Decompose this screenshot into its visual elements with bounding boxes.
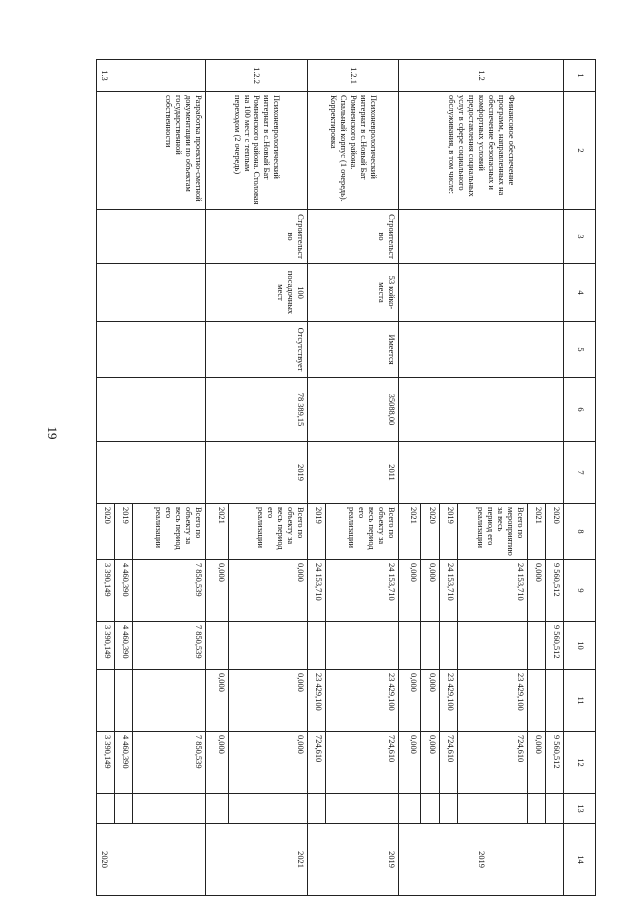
empty-cell bbox=[97, 264, 206, 322]
value-cell: 3 390,149 bbox=[97, 560, 115, 622]
value-cell: 724,610 bbox=[307, 732, 325, 794]
col-header-1: 1 bbox=[564, 60, 596, 92]
empty-cell bbox=[97, 670, 115, 732]
value-cell: 0,000 bbox=[421, 670, 439, 732]
value-cell: 0,000 bbox=[527, 560, 545, 622]
value-cell: 9 560,512 bbox=[546, 560, 564, 622]
empty-cell bbox=[205, 794, 228, 824]
period-cell: 2019 bbox=[439, 504, 457, 560]
period-cell: 2021 bbox=[205, 504, 228, 560]
value-cell: 7 850,539 bbox=[133, 622, 206, 670]
period-cell: Всего по объекту за весь период его реализации bbox=[228, 504, 307, 560]
empty-cell bbox=[546, 794, 564, 824]
value-cell: 23 429,100 bbox=[457, 670, 527, 732]
value-cell: 0,000 bbox=[205, 670, 228, 732]
year-cell: 2019 bbox=[307, 824, 398, 896]
table-row bbox=[133, 60, 206, 896]
value-cell: 0,000 bbox=[527, 732, 545, 794]
empty-cell bbox=[398, 210, 564, 264]
value-cell: 724,610 bbox=[439, 732, 457, 794]
empty-cell bbox=[228, 794, 307, 824]
docs-cell: Отсутствует bbox=[205, 322, 307, 378]
col-header-2: 2 bbox=[564, 92, 596, 210]
empty-cell bbox=[307, 622, 325, 670]
capacity-cell: 100 посадочных мест bbox=[205, 264, 307, 322]
value-cell: 23 429,100 bbox=[326, 670, 399, 732]
empty-cell bbox=[115, 794, 133, 824]
capacity-cell: 53 койко-места bbox=[307, 264, 398, 322]
row-name: Психоневрологический интернат в с.Новый Бат Ромненского района. Столовая на 100 мест с теплым переходом (2 очередь) bbox=[205, 92, 307, 210]
col-header-4: 4 bbox=[564, 264, 596, 322]
col-header-8: 8 bbox=[564, 504, 596, 560]
period-cell: Всего по мероприятию за весь период его реализации bbox=[457, 504, 527, 560]
work-type-cell: Строительство bbox=[307, 210, 398, 264]
period-cell: 2021 bbox=[527, 504, 545, 560]
value-cell: 24 153,710 bbox=[457, 560, 527, 622]
empty-cell bbox=[133, 670, 206, 732]
value-cell: 24 153,710 bbox=[307, 560, 325, 622]
docs-cell: Имеется bbox=[307, 322, 398, 378]
row-number: 1.2.2 bbox=[205, 60, 307, 92]
col-header-6: 6 bbox=[564, 378, 596, 442]
rotated-table-wrapper bbox=[96, 59, 596, 868]
value-cell: 4 460,390 bbox=[115, 732, 133, 794]
year-cell: 2021 bbox=[205, 824, 307, 896]
empty-cell bbox=[205, 622, 228, 670]
value-cell: 0,000 bbox=[398, 560, 421, 622]
empty-cell bbox=[97, 322, 206, 378]
table-row bbox=[228, 60, 307, 896]
empty-cell bbox=[398, 322, 564, 378]
value-cell: 4 460,390 bbox=[115, 560, 133, 622]
start-year-cell: 2011 bbox=[307, 442, 398, 504]
col-header-9: 9 bbox=[564, 560, 596, 622]
col-header-12: 12 bbox=[564, 732, 596, 794]
empty-cell bbox=[398, 794, 421, 824]
col-header-14: 14 bbox=[564, 824, 596, 896]
empty-cell bbox=[97, 442, 206, 504]
empty-cell bbox=[398, 442, 564, 504]
period-cell: 2020 bbox=[546, 504, 564, 560]
value-cell: 7 850,539 bbox=[133, 732, 206, 794]
col-header-11: 11 bbox=[564, 670, 596, 732]
row-name: Разработка проектно-сметной документации по объектам государственной собственности bbox=[97, 92, 206, 210]
empty-cell bbox=[307, 794, 325, 824]
period-cell: Всего по объекту за весь период его реализации bbox=[326, 504, 399, 560]
empty-cell bbox=[133, 794, 206, 824]
value-cell: 0,000 bbox=[228, 670, 307, 732]
empty-cell bbox=[457, 794, 527, 824]
page-number: 19 bbox=[45, 426, 60, 440]
value-cell: 24 153,710 bbox=[326, 560, 399, 622]
empty-cell bbox=[421, 622, 439, 670]
row-number: 1.3 bbox=[97, 60, 206, 92]
cost-cell: 35088,00 bbox=[307, 378, 398, 442]
period-cell: 2020 bbox=[421, 504, 439, 560]
work-type-cell: Строительство bbox=[205, 210, 307, 264]
empty-cell bbox=[457, 622, 527, 670]
budget-table bbox=[96, 59, 596, 896]
value-cell: 0,000 bbox=[421, 560, 439, 622]
value-cell: 24 153,710 bbox=[439, 560, 457, 622]
year-cell: 2020 bbox=[97, 824, 206, 896]
table-row bbox=[546, 60, 564, 896]
empty-cell bbox=[326, 794, 399, 824]
value-cell: 3 390,149 bbox=[97, 732, 115, 794]
col-header-7: 7 bbox=[564, 442, 596, 504]
value-cell: 0,000 bbox=[421, 732, 439, 794]
value-cell: 0,000 bbox=[398, 670, 421, 732]
row-number: 1.2 bbox=[398, 60, 564, 92]
empty-cell bbox=[398, 264, 564, 322]
page-sheet bbox=[96, 59, 596, 868]
period-cell: 2021 bbox=[398, 504, 421, 560]
table-row bbox=[326, 60, 399, 896]
empty-cell bbox=[527, 622, 545, 670]
row-number: 1.2.1 bbox=[307, 60, 398, 92]
empty-cell bbox=[439, 622, 457, 670]
value-cell: 724,610 bbox=[457, 732, 527, 794]
row-name: Психоневрологический интернат в с.Новый Бат Ромненского района. Спальный корпус (1 очередь). Корректировка bbox=[307, 92, 398, 210]
empty-cell bbox=[546, 670, 564, 732]
value-cell: 0,000 bbox=[205, 560, 228, 622]
empty-cell bbox=[398, 378, 564, 442]
year-cell: 2019 bbox=[398, 824, 564, 896]
col-header-5: 5 bbox=[564, 322, 596, 378]
value-cell: 724,610 bbox=[326, 732, 399, 794]
col-header-3: 3 bbox=[564, 210, 596, 264]
value-cell: 4 460,390 bbox=[115, 622, 133, 670]
value-cell: 0,000 bbox=[205, 732, 228, 794]
period-cell: 2019 bbox=[307, 504, 325, 560]
col-header-10: 10 bbox=[564, 622, 596, 670]
value-cell: 7 850,539 bbox=[133, 560, 206, 622]
empty-cell bbox=[439, 794, 457, 824]
value-cell: 9 560,512 bbox=[546, 622, 564, 670]
cost-cell: 78 389,15 bbox=[205, 378, 307, 442]
header-row bbox=[564, 60, 596, 896]
value-cell: 9 560,512 bbox=[546, 732, 564, 794]
empty-cell bbox=[421, 794, 439, 824]
empty-cell bbox=[228, 622, 307, 670]
period-cell: Всего по объекту за весь период его реализации bbox=[133, 504, 206, 560]
value-cell: 23 429,100 bbox=[307, 670, 325, 732]
empty-cell bbox=[326, 622, 399, 670]
period-cell: 2020 bbox=[97, 504, 115, 560]
value-cell: 23 429,100 bbox=[439, 670, 457, 732]
empty-cell bbox=[527, 670, 545, 732]
value-cell: 0,000 bbox=[398, 732, 421, 794]
empty-cell bbox=[97, 378, 206, 442]
col-header-13: 13 bbox=[564, 794, 596, 824]
row-name: Финансовое обеспечение программ, направленных на обеспечение безопасных и комфортных условий предоставления социальных услуг в сфере социального обслуживания, в том числе: bbox=[398, 92, 564, 210]
value-cell: 3 390,149 bbox=[97, 622, 115, 670]
value-cell: 0,000 bbox=[228, 732, 307, 794]
empty-cell bbox=[97, 210, 206, 264]
empty-cell bbox=[97, 794, 115, 824]
value-cell: 0,000 bbox=[228, 560, 307, 622]
period-cell: 2019 bbox=[115, 504, 133, 560]
empty-cell bbox=[398, 622, 421, 670]
empty-cell bbox=[115, 670, 133, 732]
empty-cell bbox=[527, 794, 545, 824]
start-year-cell: 2019 bbox=[205, 442, 307, 504]
